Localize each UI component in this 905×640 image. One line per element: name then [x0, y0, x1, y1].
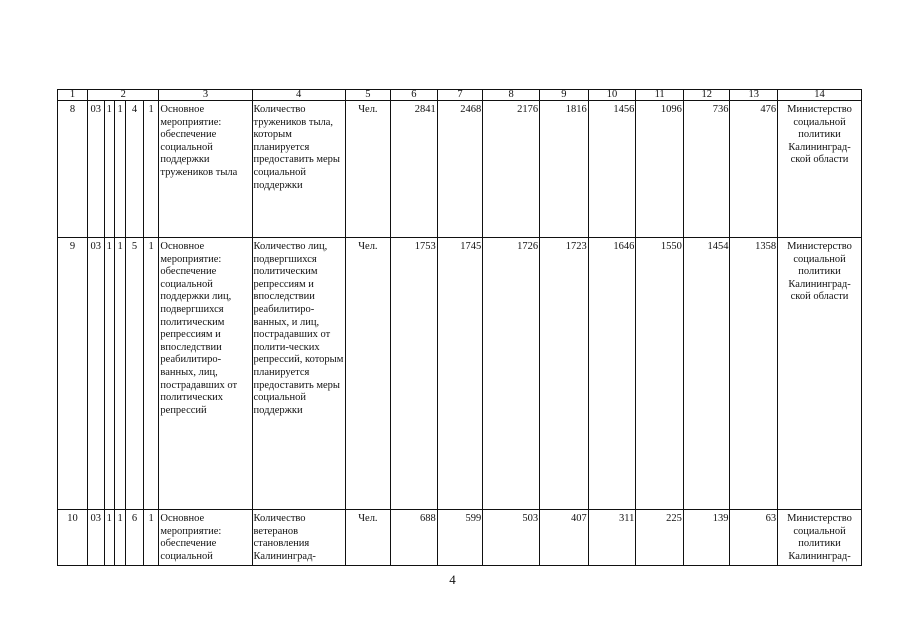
value-cell: 311 [588, 510, 636, 566]
value-cell: 139 [683, 510, 730, 566]
row-number: 8 [58, 101, 88, 238]
value-cell: 2176 [483, 101, 540, 238]
header-cell: 2 [88, 90, 159, 101]
header-cell: 8 [483, 90, 540, 101]
value-cell: 1816 [540, 101, 589, 238]
header-cell: 11 [636, 90, 684, 101]
indicator-name: Количество лиц, подвергшихся политическим репрессиям и впоследствии реабилитиро-ванных, и лиц, пострадавших от полити-ческих репрессий, которым планируется предоставить меры социальной поддержки [252, 238, 345, 510]
event-name: Основное мероприятие: обеспечение социальной [159, 510, 252, 566]
header-cell: 13 [730, 90, 778, 101]
header-cell: 5 [345, 90, 391, 101]
value-cell: 2841 [391, 101, 438, 238]
header-cell: 3 [159, 90, 252, 101]
value-cell: 1753 [391, 238, 438, 510]
value-cell: 599 [437, 510, 483, 566]
value-cell: 1456 [588, 101, 636, 238]
code-cell: 6 [126, 510, 144, 566]
value-cell: 1096 [636, 101, 684, 238]
executor-cell: Министерство социальной политики Калининград-ской области [778, 238, 862, 510]
value-cell: 688 [391, 510, 438, 566]
header-cell: 4 [252, 90, 345, 101]
data-table [57, 89, 862, 566]
code-cell: 1 [104, 510, 114, 566]
code-cell: 5 [126, 238, 144, 510]
code-cell: 1 [104, 238, 114, 510]
value-cell: 225 [636, 510, 684, 566]
header-cell: 14 [778, 90, 862, 101]
unit-cell: Чел. [345, 510, 391, 566]
code-cell: 1 [143, 238, 159, 510]
header-cell: 7 [437, 90, 483, 101]
value-cell: 1723 [540, 238, 589, 510]
indicator-name: Количество тружеников тыла, которым планируется предоставить меры социальной поддержки [252, 101, 345, 238]
indicator-name: Количество ветеранов становления Калининград- [252, 510, 345, 566]
value-cell: 2468 [437, 101, 483, 238]
value-cell: 736 [683, 101, 730, 238]
value-cell: 1726 [483, 238, 540, 510]
event-name: Основное мероприятие: обеспечение социальной поддержки лиц, подвергшихся политическим репрессиям и впоследствии реабилитиро-ванных, лиц, пострадавших от политических репрессий [159, 238, 252, 510]
table-row [58, 510, 862, 566]
header-row [58, 90, 862, 101]
row-number: 9 [58, 238, 88, 510]
value-cell: 503 [483, 510, 540, 566]
unit-cell: Чел. [345, 101, 391, 238]
code-cell: 03 [88, 510, 105, 566]
code-cell: 1 [143, 101, 159, 238]
value-cell: 476 [730, 101, 778, 238]
table-row [58, 101, 862, 238]
table-row [58, 238, 862, 510]
value-cell: 407 [540, 510, 589, 566]
header-cell: 9 [540, 90, 589, 101]
row-number: 10 [58, 510, 88, 566]
unit-cell: Чел. [345, 238, 391, 510]
code-cell: 1 [114, 238, 125, 510]
value-cell: 63 [730, 510, 778, 566]
value-cell: 1550 [636, 238, 684, 510]
executor-cell: Министерство социальной политики Калининград- [778, 510, 862, 566]
header-cell: 10 [588, 90, 636, 101]
header-cell: 1 [58, 90, 88, 101]
code-cell: 1 [114, 101, 125, 238]
code-cell: 03 [88, 101, 105, 238]
code-cell: 1 [143, 510, 159, 566]
page-number: 4 [449, 572, 456, 587]
value-cell: 1358 [730, 238, 778, 510]
header-cell: 12 [683, 90, 730, 101]
header-cell: 6 [391, 90, 438, 101]
value-cell: 1646 [588, 238, 636, 510]
value-cell: 1745 [437, 238, 483, 510]
code-cell: 03 [88, 238, 105, 510]
event-name: Основное мероприятие: обеспечение социальной поддержки тружеников тыла [159, 101, 252, 238]
executor-cell: Министерство социальной политики Калининград-ской области [778, 101, 862, 238]
code-cell: 1 [114, 510, 125, 566]
value-cell: 1454 [683, 238, 730, 510]
code-cell: 1 [104, 101, 114, 238]
code-cell: 4 [126, 101, 144, 238]
